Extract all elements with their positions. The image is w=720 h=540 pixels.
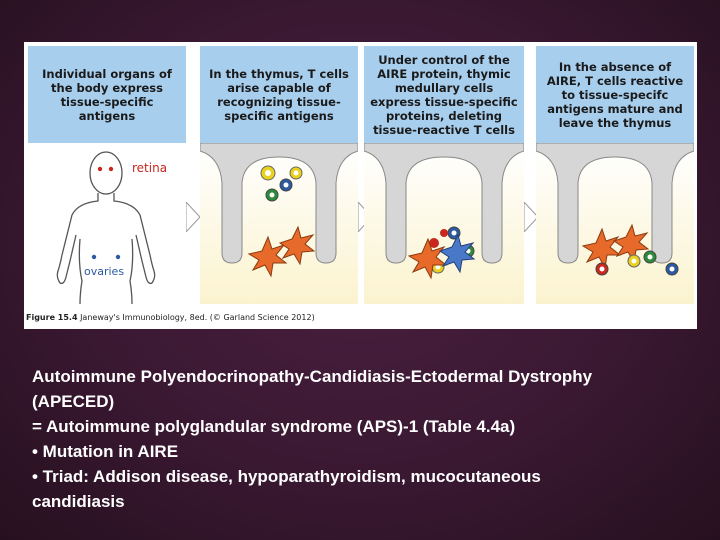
figure-caption xyxy=(26,313,315,322)
panel-heading: Individual organs of the body express tissue-specific antigens xyxy=(28,46,186,143)
slide-text-block xyxy=(32,364,702,514)
aire-thymus-illustration xyxy=(364,143,524,304)
panel-heading: In the thymus, T cells arise capable of recognizing tissue-specific antigens xyxy=(200,46,358,143)
panel-absence-aire xyxy=(536,46,694,304)
slide-text-line: candidiasis xyxy=(32,492,125,511)
ovaries-label: ovaries xyxy=(84,265,125,278)
no-aire-thymus-illustration xyxy=(536,143,694,304)
ovary-dot xyxy=(116,255,120,259)
slide-text-line: = Autoimmune polyglandular syndrome (APS)-1 (Table 4.4a) xyxy=(32,417,516,436)
retina-dot xyxy=(98,167,102,171)
caption-source: Janeway's Immunobiology, 8ed. (© Garland Science 2012) xyxy=(77,313,315,322)
slide-text-line: • Mutation in AIRE xyxy=(32,442,179,461)
panel-body-area xyxy=(536,143,694,304)
figure-15-4 xyxy=(24,42,697,329)
slide-text-line: • Triad: Addison disease, hypoparathyroidism, mucocutaneous xyxy=(32,467,541,486)
retina-dot xyxy=(109,167,113,171)
slide-text-line: (APECED) xyxy=(32,392,115,411)
panel-body-area xyxy=(364,143,524,304)
thymus-illustration xyxy=(200,143,358,304)
ovary-dot xyxy=(92,255,96,259)
retina-label: retina xyxy=(132,161,168,175)
human-figure-illustration xyxy=(28,143,186,304)
slide-text-line: Autoimmune Polyendocrinopathy-Candidiasis-Ectodermal Dystrophy xyxy=(32,367,593,386)
caption-figure-number: Figure 15.4 xyxy=(26,313,78,322)
panel-body-area xyxy=(28,143,186,304)
panel-body-area xyxy=(200,143,358,304)
panel-thymus-tcells xyxy=(200,46,358,304)
panel-heading: Under control of the AIRE protein, thymic medullary cells express tissue-specific proteins, deleting tissue-reactive T cells xyxy=(364,46,524,143)
panel-body-organs xyxy=(28,46,186,304)
panel-aire-control xyxy=(364,46,524,304)
panel-heading: In the absence of AIRE, T cells reactive to tissue-specifc antigens mature and leave the thymus xyxy=(536,46,694,143)
